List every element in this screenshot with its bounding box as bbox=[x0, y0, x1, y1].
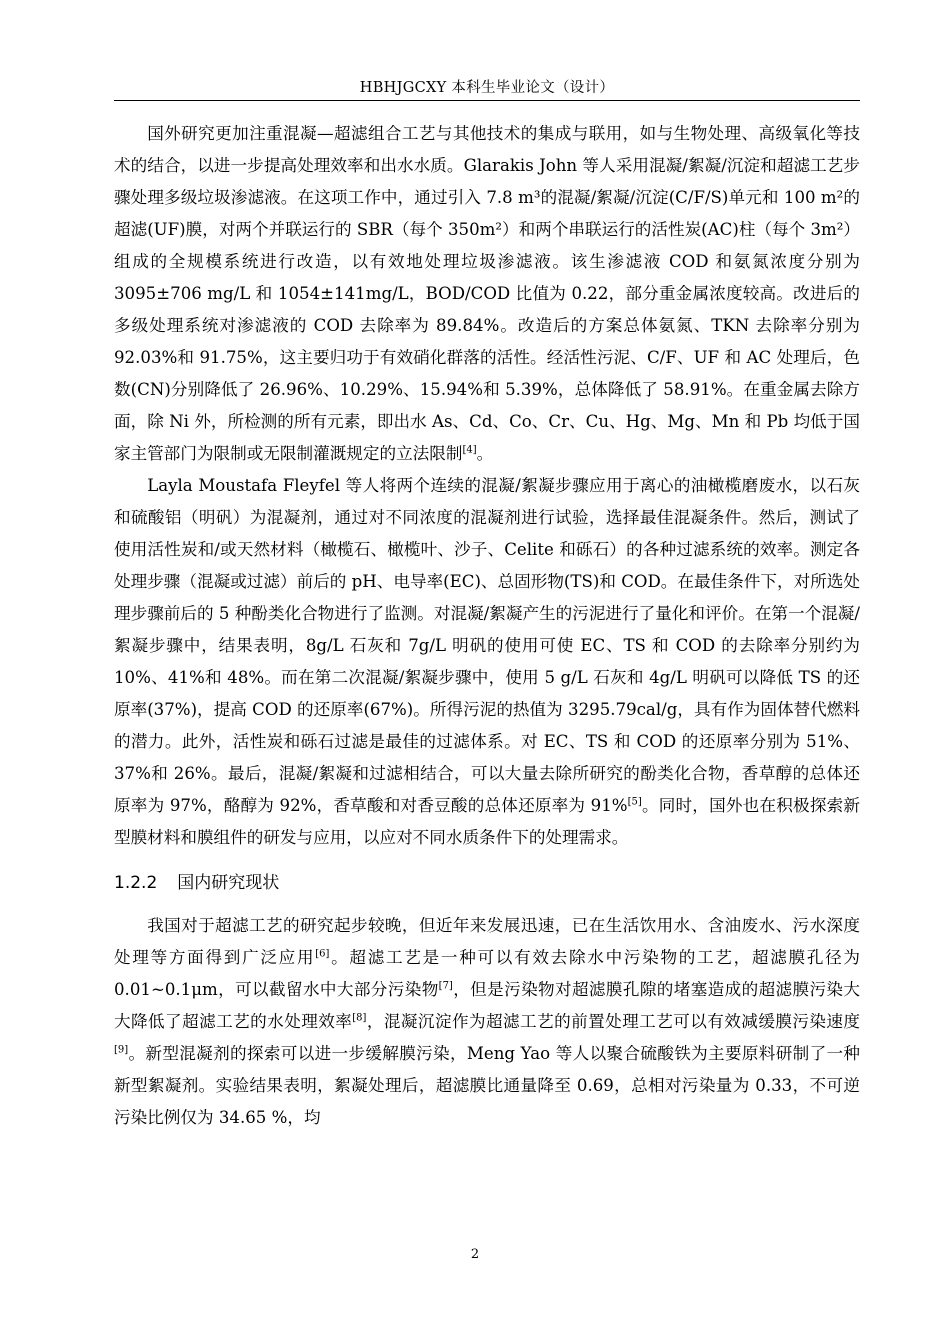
citation[interactable]: [5] bbox=[627, 796, 642, 808]
page-body bbox=[114, 118, 860, 1134]
section-title: 国内研究现状 bbox=[177, 873, 280, 893]
paragraph-foreign-research-1: 国外研究更加注重混凝—超滤组合工艺与其他技术的集成与联用，如与生物处理、高级氧化等技术的结合，以进一步提高处理效率和出水水质。Glarakis John 等人采用混凝/絮凝/沉淀和超滤工艺步骤处理多级垃圾渗滤液。在这项工作中，通过引入 7.8 m³的混凝/絮凝/沉淀(C/F/S)单元和 100 m²的超滤(UF)膜，对两个并联运行的 SBR（每个 350m²）和两个串联运行的活性炭(AC)柱（每个 3m²）组成的全规模系统进行改造，以有效地处理垃圾渗滤液。该生渗滤液 COD 和氨氮浓度分别为 3095±706 mg/L 和 1054±141mg/L，BOD/COD 比值为 0.22，部分重金属浓度较高。改进后的多级处理系统对渗滤液的 COD 去除率为 89.84%。改造后的方案总体氨氮、TKN 去除率分别为 92.03%和 91.75%，这主要归功于有效硝化群落的活性。经活性污泥、C/F、UF 和 AC 处理后，色数(CN)分别降低了 26.96%、10.29%、15.94%和 5.39%，总体降低了 58.91%。在重金属去除方面，除 Ni 外，所检测的所有元素，即出水 As、Cd、Co、Cr、Cu、Hg、Mg、Mn 和 Pb 均低于国家主管部门为限制或无限制灌溉规定的立法限制[4]。 bbox=[114, 124, 860, 463]
section-number: 1.2.2 bbox=[114, 873, 158, 893]
citation[interactable]: [6] bbox=[315, 948, 330, 960]
page-number: 2 bbox=[470, 1247, 480, 1262]
citation[interactable]: [8] bbox=[352, 1012, 367, 1024]
citation[interactable]: [7] bbox=[438, 980, 453, 992]
paragraph-foreign-research-2: Layla Moustafa Fleyfel 等人将两个连续的混凝/絮凝步骤应用于离心的油橄榄磨废水，以石灰和硫酸铝（明矾）为混凝剂，通过对不同浓度的混凝剂进行试验，选择最佳混凝条件。然后，测试了使用活性炭和/或天然材料（橄榄石、橄榄叶、沙子、Celite 和砾石）的各种过滤系统的效率。测定各处理步骤（混凝或过滤）前后的 pH、电导率(EC)、总固形物(TS)和 COD。在最佳条件下，对所选处理步骤前后的 5 种酚类化合物进行了监测。对混凝/絮凝产生的污泥进行了量化和评价。在第一个混凝/絮凝步骤中，结果表明，8g/L 石灰和 7g/L 明矾的使用可使 EC、TS 和 COD 的去除率分别约为 10%、41%和 48%。而在第二次混凝/絮凝步骤中，使用 5 g/L 石灰和 4g/L 明矾可以降低 TS 的还原率(37%)，提高 COD 的还原率(67%)。所得污泥的热值为 3295.79cal/g，具有作为固体替代燃料的潜力。此外，活性炭和砾石过滤是最佳的过滤体系。对 EC、TS 和 COD 的还原率分别为 51%、37%和 26%。最后，混凝/絮凝和过滤相结合，可以大量去除所研究的酚类化合物，香草醇的总体还原率为 97%，酪醇为 92%，香草酸和对香豆酸的总体还原率为 91%[5]。同时，国外也在积极探索新型膜材料和膜组件的研发与应用，以应对不同水质条件下的处理需求。 bbox=[114, 476, 860, 847]
section-heading bbox=[114, 868, 860, 898]
citation[interactable]: [9] bbox=[114, 1044, 129, 1056]
citation[interactable]: [4] bbox=[462, 444, 477, 456]
page-header: HBHJGCXY 本科生毕业论文（设计） bbox=[359, 80, 615, 96]
paragraph-domestic-research: 我国对于超滤工艺的研究起步较晚，但近年来发展迅速，已在生活饮用水、含油废水、污水深度处理等方面得到广泛应用[6]。超滤工艺是一种可以有效去除水中污染物的工艺，超滤膜孔径为 0.01~0.1μm，可以截留水中大部分污染物[7]，但是污染物对超滤膜孔隙的堵塞造成的超滤膜污染大大降低了超滤工艺的水处理效率[8]，混凝沉淀作为超滤工艺的前置处理工艺可以有效减缓膜污染速度[9]。新型混凝剂的探索可以进一步缓解膜污染，Meng Yao 等人以聚合硫酸铁为主要原料研制了一种新型絮凝剂。实验结果表明，絮凝处理后，超滤膜比通量降至 0.69，总相对污染量为 0.33，不可逆污染比例仅为 34.65 %，均 bbox=[114, 916, 861, 1127]
header-divider bbox=[114, 100, 860, 101]
